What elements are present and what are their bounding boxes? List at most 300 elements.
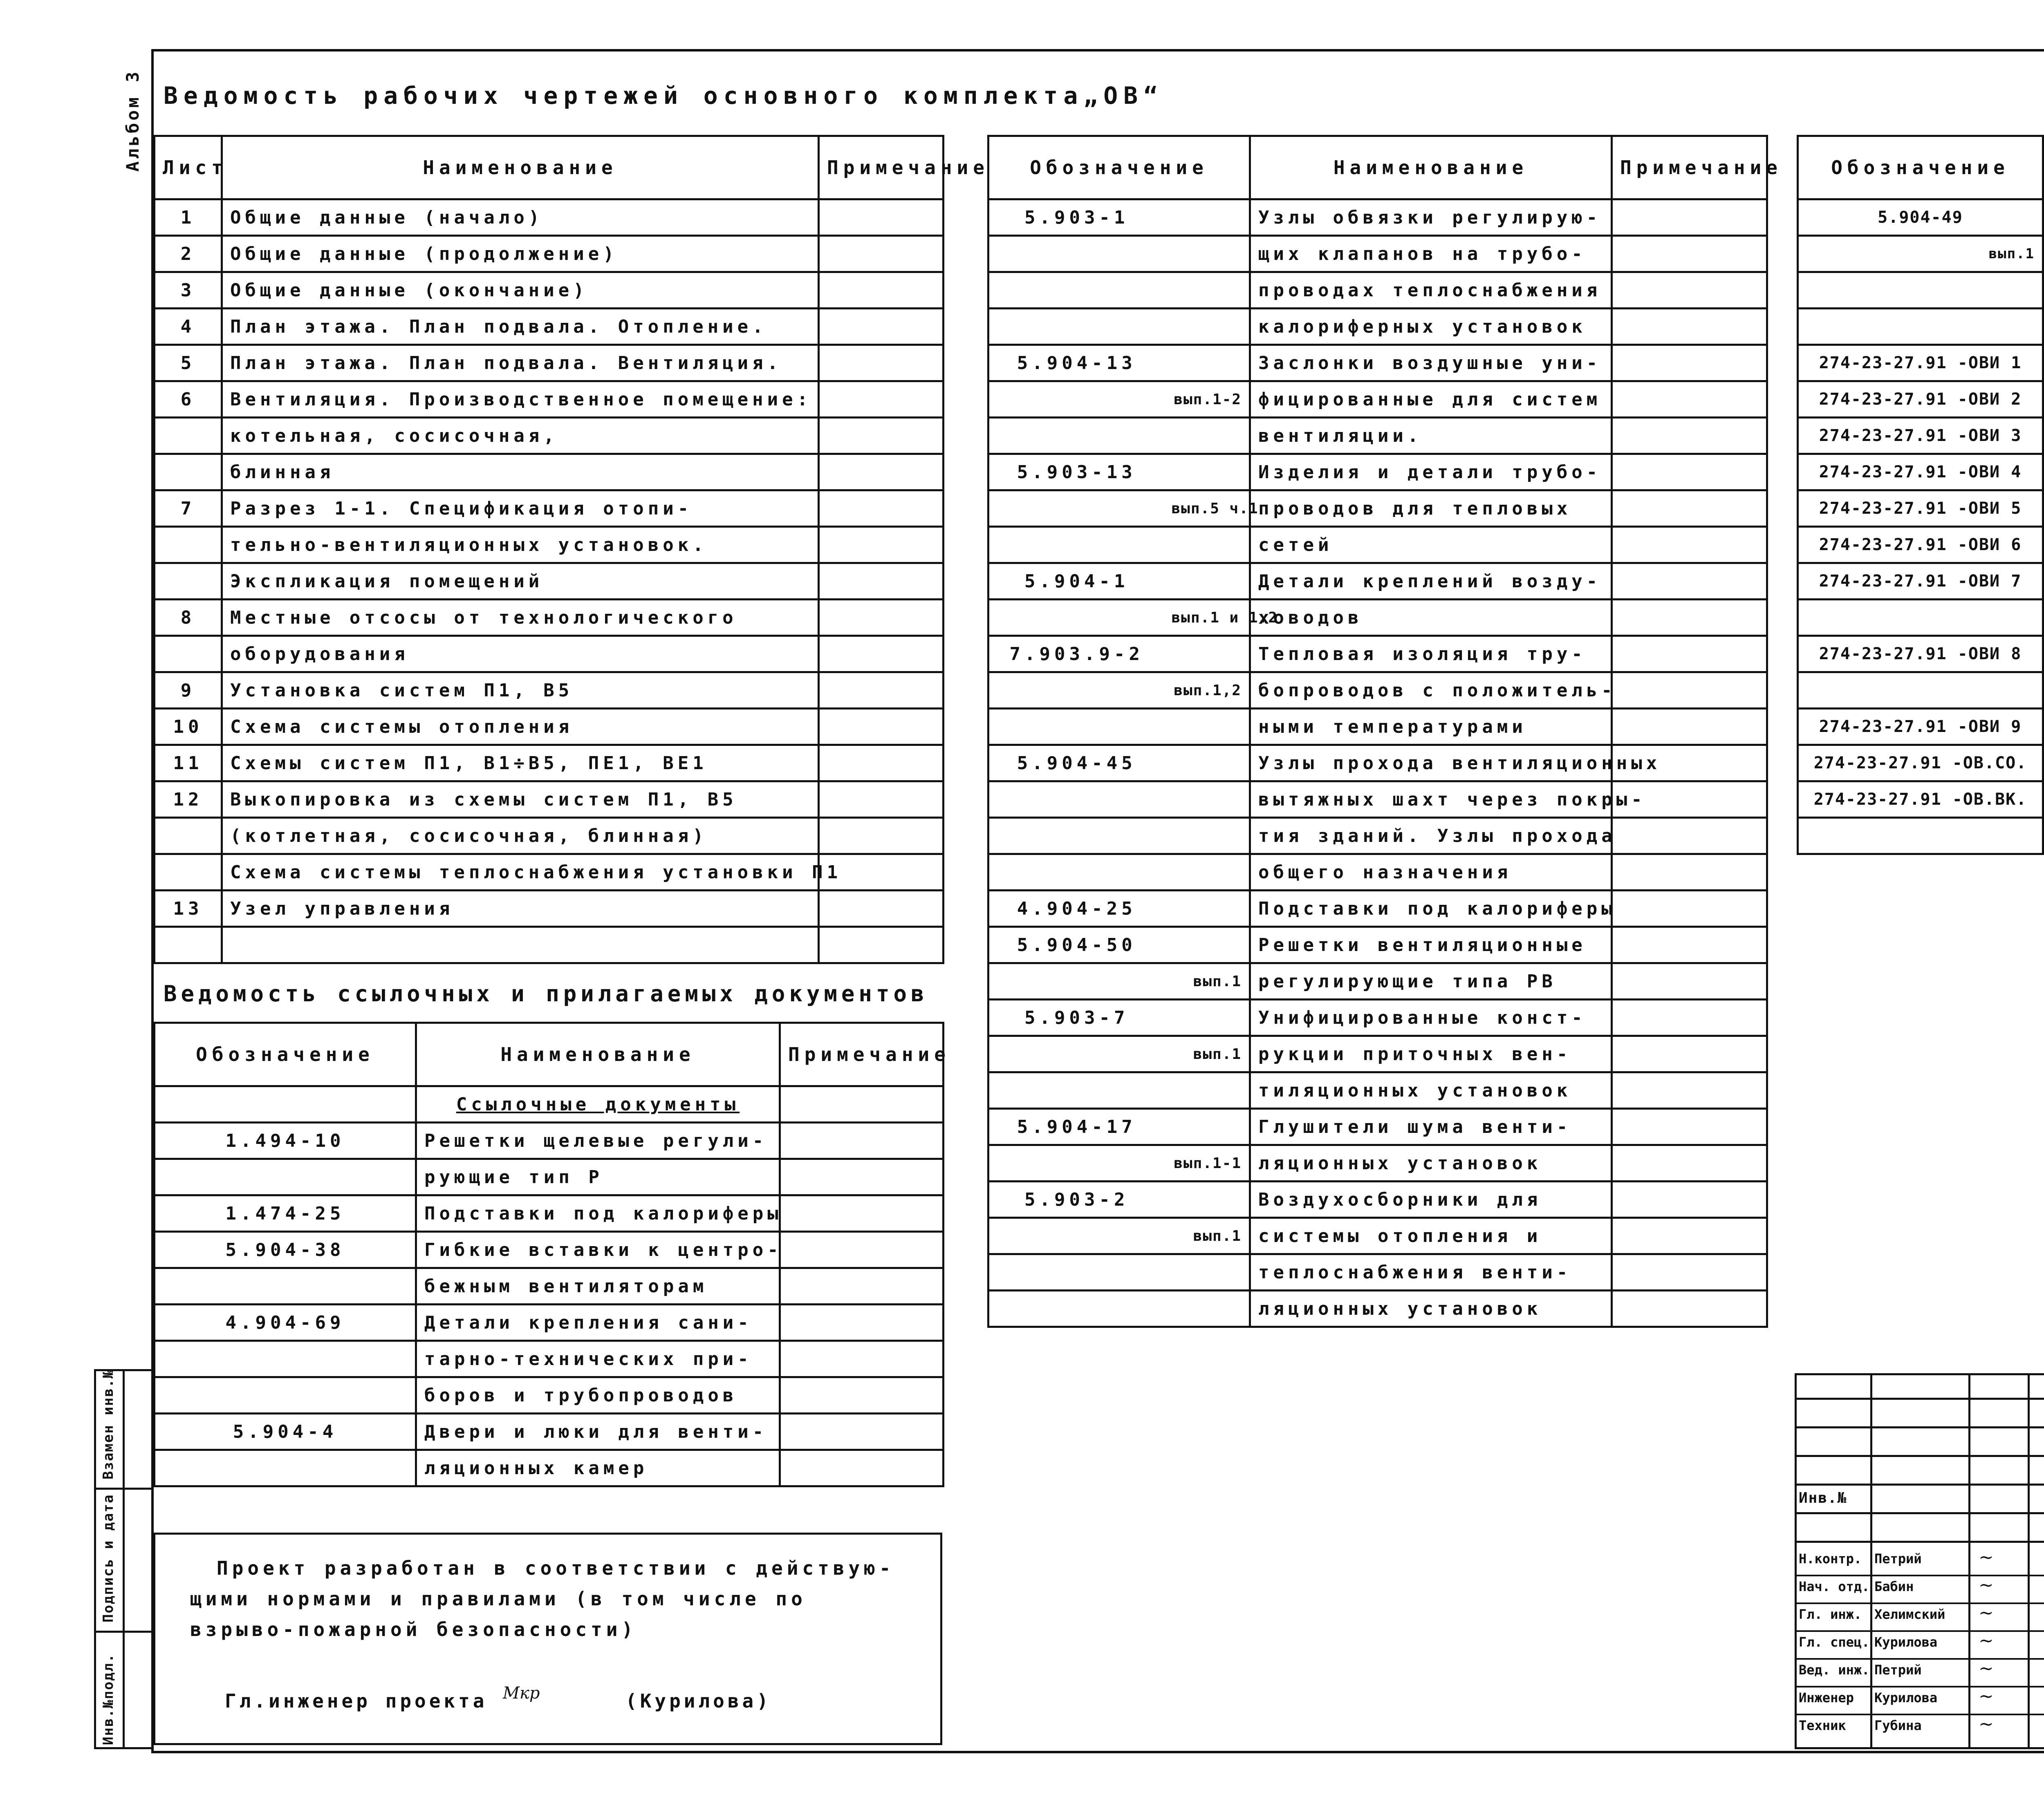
ref-code bbox=[155, 1450, 416, 1486]
doc-issue bbox=[1164, 1182, 1250, 1218]
doc-issue bbox=[1164, 891, 1250, 927]
table-row bbox=[155, 709, 944, 745]
table-row bbox=[1798, 636, 2044, 672]
table-row bbox=[1798, 709, 2044, 745]
ref-note bbox=[780, 1450, 944, 1486]
table-row bbox=[155, 490, 944, 527]
sheet-name bbox=[222, 927, 819, 963]
stamp-person: Курилова bbox=[1874, 1634, 1938, 1650]
sheet-name: Узел управления bbox=[222, 891, 819, 927]
ref-code bbox=[155, 1377, 416, 1414]
sheet-name: Схема системы отопления bbox=[222, 709, 819, 745]
table-row bbox=[1798, 527, 2044, 563]
table-row bbox=[988, 745, 1767, 781]
table-row bbox=[155, 745, 944, 781]
ref-code bbox=[155, 1268, 416, 1305]
stamp-hline-2 bbox=[1795, 1426, 2044, 1428]
ref-code bbox=[155, 1159, 416, 1195]
doc-code bbox=[1798, 236, 2043, 272]
table-row bbox=[988, 1182, 1767, 1218]
table-row bbox=[988, 199, 1767, 236]
table-row bbox=[988, 963, 1767, 1000]
stamp-row-line bbox=[1795, 1658, 2044, 1660]
refs-table bbox=[153, 1022, 950, 1487]
sheet-number: 13 bbox=[155, 891, 222, 927]
table-row bbox=[155, 1305, 944, 1341]
doc-note bbox=[1612, 309, 1767, 345]
doc-issue bbox=[1164, 1254, 1250, 1291]
doc-name: Воздухосборники для bbox=[1250, 1182, 1612, 1218]
doc-code-text: 274-23-27.91 -ОВИ 5 bbox=[1819, 499, 2022, 518]
doc-issue bbox=[1164, 1072, 1250, 1109]
doc-note bbox=[1612, 418, 1767, 454]
sheet-number: 8 bbox=[155, 600, 222, 636]
doc-code bbox=[988, 490, 1164, 527]
doc-code-text: 274-23-27.91 -ОВИ 1 bbox=[1819, 354, 2022, 372]
doc-name: сетей bbox=[1250, 527, 1612, 563]
sheet-note bbox=[819, 745, 944, 781]
stamp-vline-3 bbox=[2028, 1373, 2030, 1749]
doc-issue bbox=[1164, 309, 1250, 345]
sheet-note bbox=[819, 563, 944, 600]
doc-note bbox=[1612, 963, 1767, 1000]
sheet-note bbox=[819, 927, 944, 963]
ref-note bbox=[780, 1341, 944, 1377]
doc-code bbox=[988, 1072, 1164, 1109]
album-label: Альбом 3 bbox=[123, 69, 143, 172]
doc-code-text: 274-23-27.91 -ОВИ 2 bbox=[1819, 390, 2022, 409]
margin-inv-podl: Инв.№подл. bbox=[100, 1653, 117, 1745]
table-row bbox=[155, 854, 944, 891]
doc-code: 5.904-13 bbox=[988, 345, 1164, 381]
table-row bbox=[988, 345, 1767, 381]
doc-code bbox=[1798, 781, 2043, 818]
table-row bbox=[988, 927, 1767, 963]
doc-code bbox=[1798, 818, 2043, 854]
doc-name: системы отопления и bbox=[1250, 1218, 1612, 1254]
doc-code bbox=[988, 527, 1164, 563]
sheet-note bbox=[819, 672, 944, 709]
doc-name: Изделия и детали трубо- bbox=[1250, 454, 1612, 490]
stamp-row-line bbox=[1795, 1686, 2044, 1687]
sheet-number bbox=[155, 854, 222, 891]
header-cell: Лист bbox=[155, 136, 222, 199]
margin-col bbox=[123, 1369, 125, 1749]
header-cell: Примечание bbox=[819, 136, 944, 199]
stamp-signature: ~ bbox=[1979, 1575, 1994, 1596]
ref-note bbox=[780, 1377, 944, 1414]
doc-name: щих клапанов на трубо- bbox=[1250, 236, 1612, 272]
doc-name: бопроводов с положитель- bbox=[1250, 672, 1612, 709]
doc-note bbox=[1612, 272, 1767, 309]
sheet-number: 1 bbox=[155, 199, 222, 236]
right-table bbox=[1797, 135, 2044, 855]
sheet-note bbox=[819, 636, 944, 672]
sheet-note bbox=[819, 381, 944, 418]
sheet-note bbox=[819, 490, 944, 527]
sheets-table bbox=[153, 135, 989, 964]
table-row bbox=[155, 236, 944, 272]
doc-code bbox=[988, 1218, 1164, 1254]
table-row bbox=[155, 600, 944, 636]
doc-note bbox=[1612, 563, 1767, 600]
table-row bbox=[155, 891, 944, 927]
sheet-number: 7 bbox=[155, 490, 222, 527]
table-row bbox=[155, 1086, 944, 1123]
table-row bbox=[155, 818, 944, 854]
stamp-role: Вед. инж. bbox=[1799, 1662, 1870, 1678]
doc-name: вытяжных шахт через покры- bbox=[1250, 781, 1612, 818]
sheet-name: тельно-вентиляционных установок. bbox=[222, 527, 819, 563]
ref-name: ляционных камер bbox=[416, 1450, 780, 1486]
doc-code: 5.904-1 bbox=[988, 563, 1164, 600]
doc-note bbox=[1612, 854, 1767, 891]
sheet-number: 3 bbox=[155, 272, 222, 309]
table-row bbox=[988, 818, 1767, 854]
doc-note bbox=[1612, 527, 1767, 563]
sheet-number: 9 bbox=[155, 672, 222, 709]
doc-name: Унифицированные конст- bbox=[1250, 1000, 1612, 1036]
table-row bbox=[1798, 309, 2044, 345]
doc-note bbox=[1612, 199, 1767, 236]
doc-code bbox=[988, 781, 1164, 818]
doc-name: ляционных установок bbox=[1250, 1291, 1612, 1327]
sheet-note bbox=[819, 454, 944, 490]
doc-code-text: 274-23-27.91 -ОВИ 9 bbox=[1819, 717, 2022, 736]
ref-name: Детали крепления сани- bbox=[416, 1305, 780, 1341]
sheet-number bbox=[155, 818, 222, 854]
note-line-2: щими нормами и правилами (в том числе по bbox=[190, 1588, 807, 1610]
doc-name: вентиляции. bbox=[1250, 418, 1612, 454]
stamp-person: Бабин bbox=[1874, 1579, 1914, 1594]
doc-note bbox=[1612, 1072, 1767, 1109]
sheet-note bbox=[819, 891, 944, 927]
table-row bbox=[988, 418, 1767, 454]
table-row bbox=[988, 1145, 1767, 1182]
middle-table bbox=[987, 135, 1782, 1328]
table-row bbox=[1798, 818, 2044, 854]
stamp-role: Нач. отд. bbox=[1799, 1579, 1870, 1594]
doc-note bbox=[1612, 1145, 1767, 1182]
doc-code bbox=[1798, 527, 2043, 563]
table-row bbox=[988, 600, 1767, 636]
sheet-number: 11 bbox=[155, 745, 222, 781]
doc-code-text: 5.904-49 bbox=[1878, 208, 1963, 227]
table-row bbox=[155, 563, 944, 600]
doc-note bbox=[1612, 381, 1767, 418]
doc-code bbox=[988, 236, 1164, 272]
sheet-note bbox=[819, 272, 944, 309]
table-row bbox=[1798, 781, 2044, 818]
sheet-name: Экспликация помещений bbox=[222, 563, 819, 600]
stamp-signature: ~ bbox=[1979, 1547, 1994, 1568]
margin-sign-date: Подпись и дата bbox=[100, 1494, 117, 1623]
table-row bbox=[988, 381, 1767, 418]
doc-name: тиляционных установок bbox=[1250, 1072, 1612, 1109]
doc-code bbox=[988, 818, 1164, 854]
doc-code bbox=[1798, 309, 2043, 345]
refs-title: Ведомость ссылочных и прилагаемых документов bbox=[164, 981, 928, 1007]
doc-code bbox=[988, 272, 1164, 309]
ref-note bbox=[780, 1086, 944, 1123]
doc-note bbox=[1612, 1254, 1767, 1291]
doc-name: Заслонки воздушные уни- bbox=[1250, 345, 1612, 381]
ref-name: бежным вентиляторам bbox=[416, 1268, 780, 1305]
sheet-name: Установка систем П1, В5 bbox=[222, 672, 819, 709]
sheet-note bbox=[819, 709, 944, 745]
doc-issue bbox=[1164, 818, 1250, 854]
doc-note bbox=[1612, 927, 1767, 963]
table-row bbox=[1798, 490, 2044, 527]
doc-code bbox=[988, 672, 1164, 709]
table-row bbox=[1798, 381, 2044, 418]
doc-code: 5.903-13 bbox=[988, 454, 1164, 490]
stamp-row-line bbox=[1795, 1630, 2044, 1632]
sheet-note bbox=[819, 418, 944, 454]
doc-issue: вып.1,2 bbox=[1164, 672, 1250, 709]
stamp-vline-1 bbox=[1870, 1373, 1872, 1749]
doc-issue bbox=[1164, 345, 1250, 381]
sheet-number: 6 bbox=[155, 381, 222, 418]
ref-name: Двери и люки для венти- bbox=[416, 1414, 780, 1450]
doc-code bbox=[988, 309, 1164, 345]
doc-code: 5.904-17 bbox=[988, 1109, 1164, 1145]
doc-name: Решетки вентиляционные bbox=[1250, 927, 1612, 963]
doc-issue: вып.1 bbox=[1164, 1218, 1250, 1254]
doc-code bbox=[1798, 381, 2043, 418]
table-row bbox=[155, 1377, 944, 1414]
ref-note bbox=[780, 1123, 944, 1159]
doc-note bbox=[1612, 600, 1767, 636]
doc-name: Подставки под калориферы bbox=[1250, 891, 1612, 927]
sheet-name: Схемы систем П1, В1÷В5, ПЕ1, ВЕ1 bbox=[222, 745, 819, 781]
table-row bbox=[988, 1036, 1767, 1072]
margin-vzam-inv: Взамен инв.№ bbox=[100, 1369, 117, 1479]
header-cell: Обозначение bbox=[1798, 136, 2043, 199]
doc-code bbox=[1798, 672, 2043, 709]
ref-code: 4.904-69 bbox=[155, 1305, 416, 1341]
doc-issue bbox=[1164, 1109, 1250, 1145]
table-row bbox=[155, 272, 944, 309]
stamp-hline-4 bbox=[1795, 1484, 2044, 1486]
doc-code bbox=[1798, 272, 2043, 309]
doc-code bbox=[1798, 490, 2043, 527]
doc-code bbox=[1798, 345, 2043, 381]
table-row bbox=[988, 709, 1767, 745]
ref-note bbox=[780, 1195, 944, 1232]
doc-name: фицированные для систем bbox=[1250, 381, 1612, 418]
stamp-row-line bbox=[1795, 1714, 2044, 1715]
stamp-hline-3 bbox=[1795, 1455, 2044, 1457]
table-row bbox=[1798, 600, 2044, 636]
table-row bbox=[155, 1232, 944, 1268]
sheet-number: 4 bbox=[155, 309, 222, 345]
table-row bbox=[155, 1159, 944, 1195]
doc-code: 7.903.9-2 bbox=[988, 636, 1164, 672]
table-row bbox=[988, 1000, 1767, 1036]
doc-note bbox=[1612, 1218, 1767, 1254]
sheet-name: Общие данные (продолжение) bbox=[222, 236, 819, 272]
doc-code bbox=[1798, 199, 2043, 236]
table-row bbox=[1798, 672, 2044, 709]
doc-issue bbox=[1164, 272, 1250, 309]
sheet-name: Общие данные (окончание) bbox=[222, 272, 819, 309]
table-row bbox=[1798, 345, 2044, 381]
sheet-name: Схема системы теплоснабжения установки П1 bbox=[222, 854, 819, 891]
doc-name: тия зданий. Узлы прохода bbox=[1250, 818, 1612, 854]
sheet-number bbox=[155, 527, 222, 563]
ref-note bbox=[780, 1305, 944, 1341]
ref-name: Ссылочные документы bbox=[416, 1086, 780, 1123]
doc-code bbox=[988, 1291, 1164, 1327]
doc-issue: вып.1 bbox=[1164, 1036, 1250, 1072]
engineer-name: (Курилова) bbox=[625, 1690, 771, 1712]
doc-code bbox=[988, 1254, 1164, 1291]
doc-issue: вып.1 bbox=[1164, 963, 1250, 1000]
doc-note bbox=[1612, 891, 1767, 927]
sheet-name: Разрез 1-1. Спецификация отопи- bbox=[222, 490, 819, 527]
table-row bbox=[988, 563, 1767, 600]
doc-note bbox=[1612, 236, 1767, 272]
doc-code bbox=[988, 1145, 1164, 1182]
table-row bbox=[988, 1254, 1767, 1291]
sheet-name: блинная bbox=[222, 454, 819, 490]
stamp-person: Петрий bbox=[1874, 1551, 1922, 1567]
doc-issue bbox=[1164, 1291, 1250, 1327]
doc-issue bbox=[1164, 781, 1250, 818]
ref-code bbox=[155, 1341, 416, 1377]
ref-code: 1.494-10 bbox=[155, 1123, 416, 1159]
stamp-signature: ~ bbox=[1979, 1602, 1994, 1623]
doc-code bbox=[1798, 709, 2043, 745]
stamp-signature: ~ bbox=[1979, 1686, 1994, 1707]
sheet-name: оборудования bbox=[222, 636, 819, 672]
table-row bbox=[155, 1414, 944, 1450]
ref-note bbox=[780, 1268, 944, 1305]
doc-note bbox=[1612, 818, 1767, 854]
note-line-3: взрыво-пожарной безопасности) bbox=[190, 1618, 637, 1640]
table-row bbox=[155, 381, 944, 418]
doc-code-text: 274-23-27.91 -ОВИ 4 bbox=[1819, 463, 2022, 481]
doc-code bbox=[1798, 636, 2043, 672]
sheet-number bbox=[155, 454, 222, 490]
sheet-note bbox=[819, 309, 944, 345]
sheet-name: Выкопировка из схемы систем П1, В5 bbox=[222, 781, 819, 818]
doc-issue: вып.1-1 bbox=[1164, 1145, 1250, 1182]
table-row bbox=[988, 636, 1767, 672]
table-row bbox=[155, 454, 944, 490]
table-row bbox=[988, 527, 1767, 563]
header-cell: Наименование bbox=[416, 1023, 780, 1086]
doc-code bbox=[988, 709, 1164, 745]
engineer-label: Гл.инженер проекта bbox=[225, 1690, 488, 1712]
stamp-row-line bbox=[1795, 1575, 2044, 1576]
doc-code bbox=[988, 381, 1164, 418]
stamp-signature: ~ bbox=[1979, 1658, 1994, 1679]
doc-name: ховодов bbox=[1250, 600, 1612, 636]
doc-issue bbox=[1164, 745, 1250, 781]
doc-code bbox=[988, 963, 1164, 1000]
doc-name: Тепловая изоляция тру- bbox=[1250, 636, 1612, 672]
table-row bbox=[155, 1268, 944, 1305]
table-row bbox=[155, 1341, 944, 1377]
ref-name: Гибкие вставки к центро- bbox=[416, 1232, 780, 1268]
sheet-name: Местные отсосы от технологического bbox=[222, 600, 819, 636]
doc-name: проводах теплоснабжения bbox=[1250, 272, 1612, 309]
doc-note bbox=[1612, 1036, 1767, 1072]
ref-name: тарно-технических при- bbox=[416, 1341, 780, 1377]
doc-code: 5.904-50 bbox=[988, 927, 1164, 963]
doc-issue: вып.5 ч.1 bbox=[1164, 490, 1250, 527]
doc-name: ными температурами bbox=[1250, 709, 1612, 745]
table-row bbox=[155, 1450, 944, 1486]
table-row bbox=[155, 345, 944, 381]
doc-issue bbox=[1164, 199, 1250, 236]
doc-code: 4.904-25 bbox=[988, 891, 1164, 927]
doc-note bbox=[1612, 1109, 1767, 1145]
ref-name: боров и трубопроводов bbox=[416, 1377, 780, 1414]
doc-name: проводов для тепловых bbox=[1250, 490, 1612, 527]
table-row bbox=[155, 527, 944, 563]
stamp-hline-top bbox=[1795, 1398, 2044, 1400]
header-cell: Наименование bbox=[1250, 136, 1612, 199]
header-cell: Примечание bbox=[780, 1023, 944, 1086]
doc-code bbox=[988, 418, 1164, 454]
ref-code bbox=[155, 1086, 416, 1123]
table-row bbox=[155, 309, 944, 345]
sheet-name: котельная, сосисочная, bbox=[222, 418, 819, 454]
sheet-note bbox=[819, 818, 944, 854]
table-row bbox=[988, 454, 1767, 490]
engineer-signature: Мкр bbox=[503, 1684, 540, 1703]
stamp-row-line bbox=[1795, 1602, 2044, 1604]
stamp-role: Техник bbox=[1799, 1718, 1846, 1733]
doc-name: Узлы обвязки регулирую- bbox=[1250, 199, 1612, 236]
table-row bbox=[988, 781, 1767, 818]
doc-note bbox=[1612, 454, 1767, 490]
sheet-note bbox=[819, 199, 944, 236]
table-row bbox=[1798, 454, 2044, 490]
table-row bbox=[988, 272, 1767, 309]
sheet-number: 5 bbox=[155, 345, 222, 381]
stamp-role: Н.контр. bbox=[1799, 1551, 1862, 1567]
doc-note bbox=[1612, 345, 1767, 381]
ref-code: 5.904-4 bbox=[155, 1414, 416, 1450]
stamp-signature: ~ bbox=[1979, 1714, 1994, 1734]
doc-code: 5.903-7 bbox=[988, 1000, 1164, 1036]
doc-issue bbox=[1164, 709, 1250, 745]
doc-code bbox=[988, 1036, 1164, 1072]
doc-name: Узлы прохода вентиляционных bbox=[1250, 745, 1612, 781]
doc-issue bbox=[1164, 636, 1250, 672]
doc-issue: вып.1-2 bbox=[1164, 381, 1250, 418]
doc-code bbox=[1798, 745, 2043, 781]
doc-code bbox=[1798, 600, 2043, 636]
stamp-role: Гл. спец. bbox=[1799, 1634, 1870, 1650]
table-row bbox=[988, 236, 1767, 272]
doc-note bbox=[1612, 672, 1767, 709]
table-row bbox=[988, 1072, 1767, 1109]
table-row bbox=[988, 1291, 1767, 1327]
sheet-number: 12 bbox=[155, 781, 222, 818]
sheet-name: Общие данные (начало) bbox=[222, 199, 819, 236]
doc-code-text: 274-23-27.91 -ОВИ 8 bbox=[1819, 645, 2022, 663]
sheet-name: План этажа. План подвала. Вентиляция. bbox=[222, 345, 819, 381]
header-cell: Примечание bbox=[1612, 136, 1767, 199]
header-cell: Обозначение bbox=[988, 136, 1250, 199]
sheet-note bbox=[819, 345, 944, 381]
ref-name: рующие тип Р bbox=[416, 1159, 780, 1195]
